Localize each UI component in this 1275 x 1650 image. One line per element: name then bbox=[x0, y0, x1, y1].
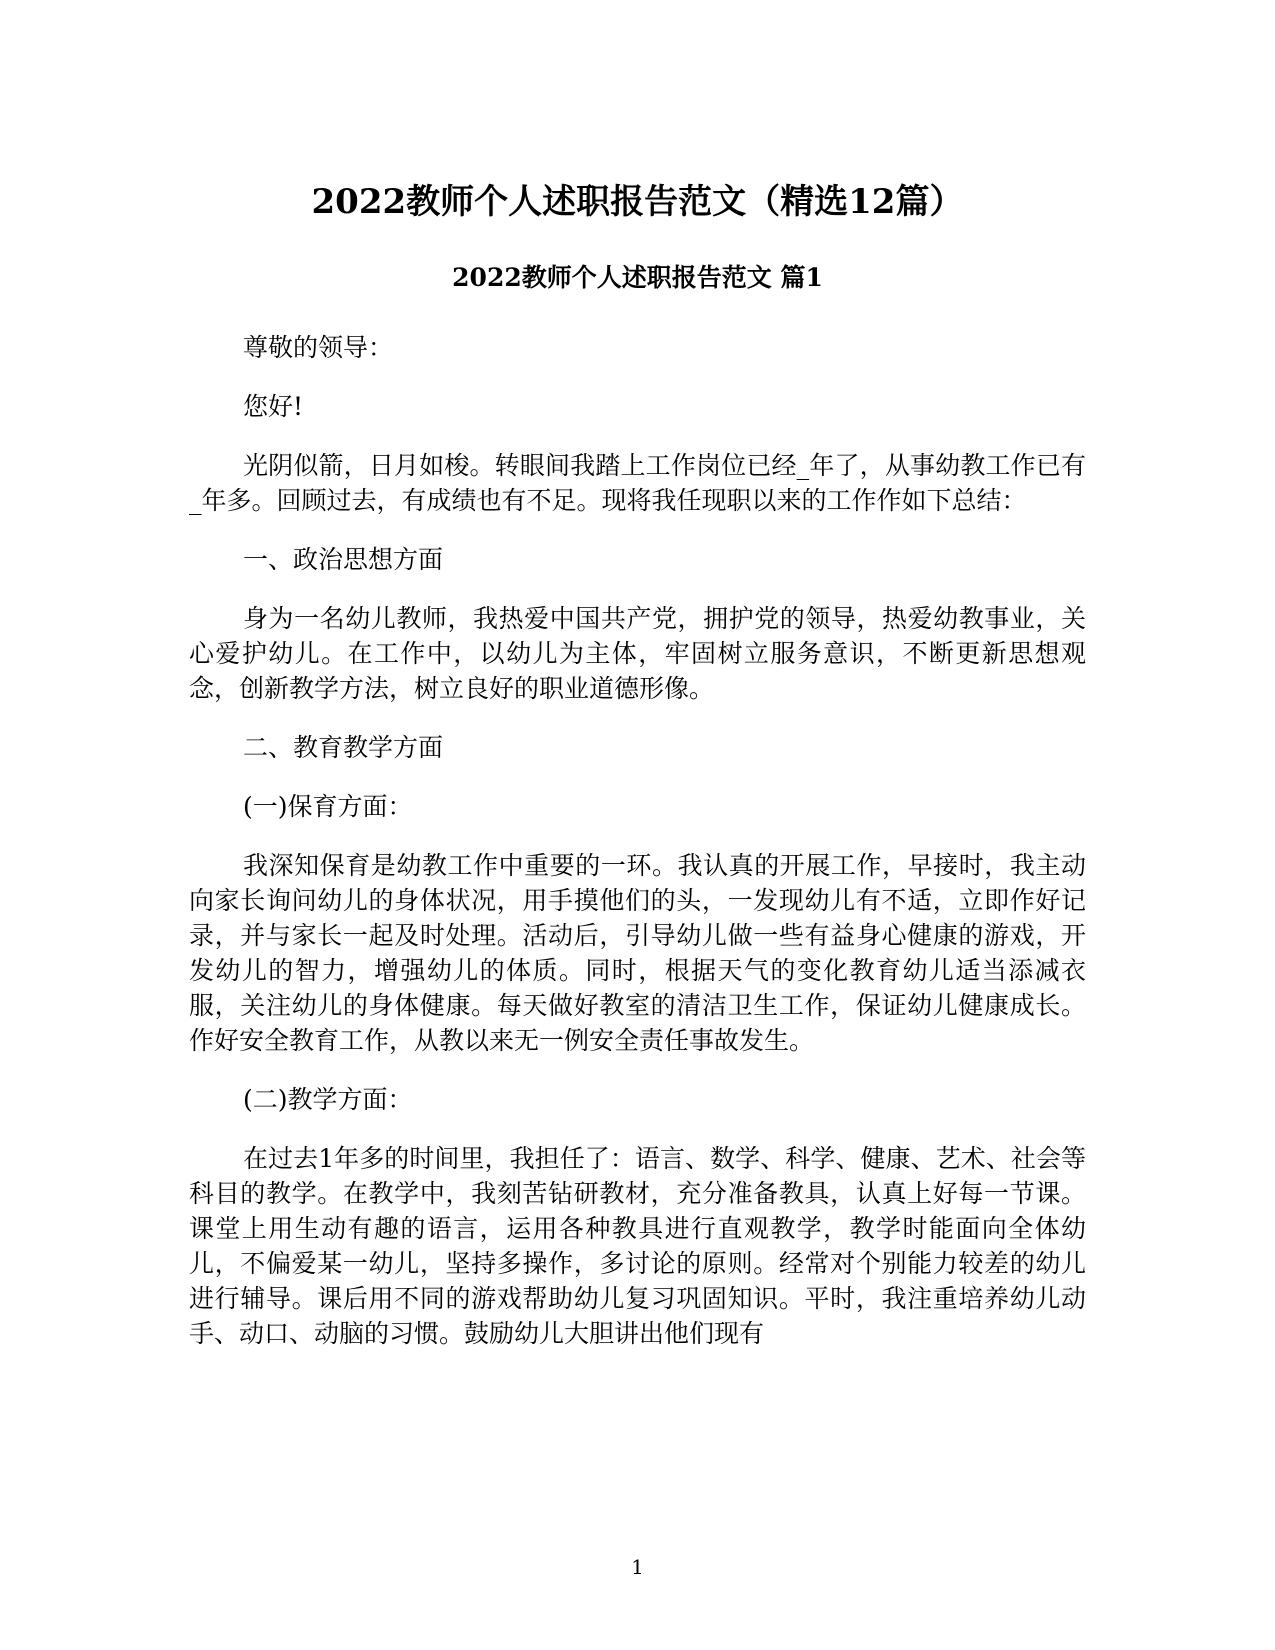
page-number: 1 bbox=[631, 1555, 644, 1579]
politics-paragraph: 身为一名幼儿教师，我热爱中国共产党，拥护党的领导，热爱幼教事业，关心爱护幼儿。在工作中，以幼儿为主体，牢固树立服务意识，不断更新思想观念，创新教学方法，树立良好的职业道德形像。 bbox=[189, 604, 1086, 703]
salutation: 尊敬的领导： bbox=[243, 333, 394, 362]
subsection-heading-teaching: (二)教学方面： bbox=[243, 1085, 413, 1114]
section-heading-politics: 一、政治思想方面 bbox=[243, 545, 444, 574]
greeting: 您好! bbox=[243, 392, 304, 421]
subsection-heading-care: (一)保育方面： bbox=[243, 792, 413, 821]
section-heading-education: 二、教育教学方面 bbox=[243, 733, 444, 762]
document-title: 2022教师个人述职报告范文（精选12篇） bbox=[311, 182, 964, 222]
care-paragraph: 我深知保育是幼教工作中重要的一环。我认真的开展工作，早接时，我主动向家长询问幼儿的身体状况，用手摸他们的头，一发现幼儿有不适，立即作好记录，并与家长一起及时处理。活动后，引导幼儿做一些有益身心健康的游戏，开发幼儿的智力，增强幼儿的体质。同时，根据天气的变化教育幼儿适当添减衣服，关注幼儿的身体健康。每天做好教室的清洁卫生工作，保证幼儿健康成长。作好安全教育工作，从教以来无一例安全责任事故发生。 bbox=[189, 851, 1086, 1055]
intro-paragraph: 光阴似箭，日月如梭。转眼间我踏上工作岗位已经_年了，从事幼教工作已有_年多。回顾过去，有成绩也有不足。现将我任现职以来的工作作如下总结： bbox=[189, 451, 1086, 515]
document-body bbox=[189, 330, 1086, 1375]
section-subtitle: 2022教师个人述职报告范文 篇1 bbox=[452, 263, 823, 292]
teaching-paragraph: 在过去1年多的时间里，我担任了：语言、数学、科学、健康、艺术、社会等科目的教学。在教学中，我刻苦钻研教材，充分准备教具，认真上好每一节课。课堂上用生动有趣的语言，运用各种教具进行直观教学，教学时能面向全体幼儿，不偏爱某一幼儿，坚持多操作，多讨论的原则。经常对个别能力较差的幼儿进行辅导。课后用不同的游戏帮助幼儿复习巩固知识。平时，我注重培养幼儿动手、动口、动脑的习惯。鼓励幼儿大胆讲出他们现有 bbox=[189, 1144, 1086, 1348]
